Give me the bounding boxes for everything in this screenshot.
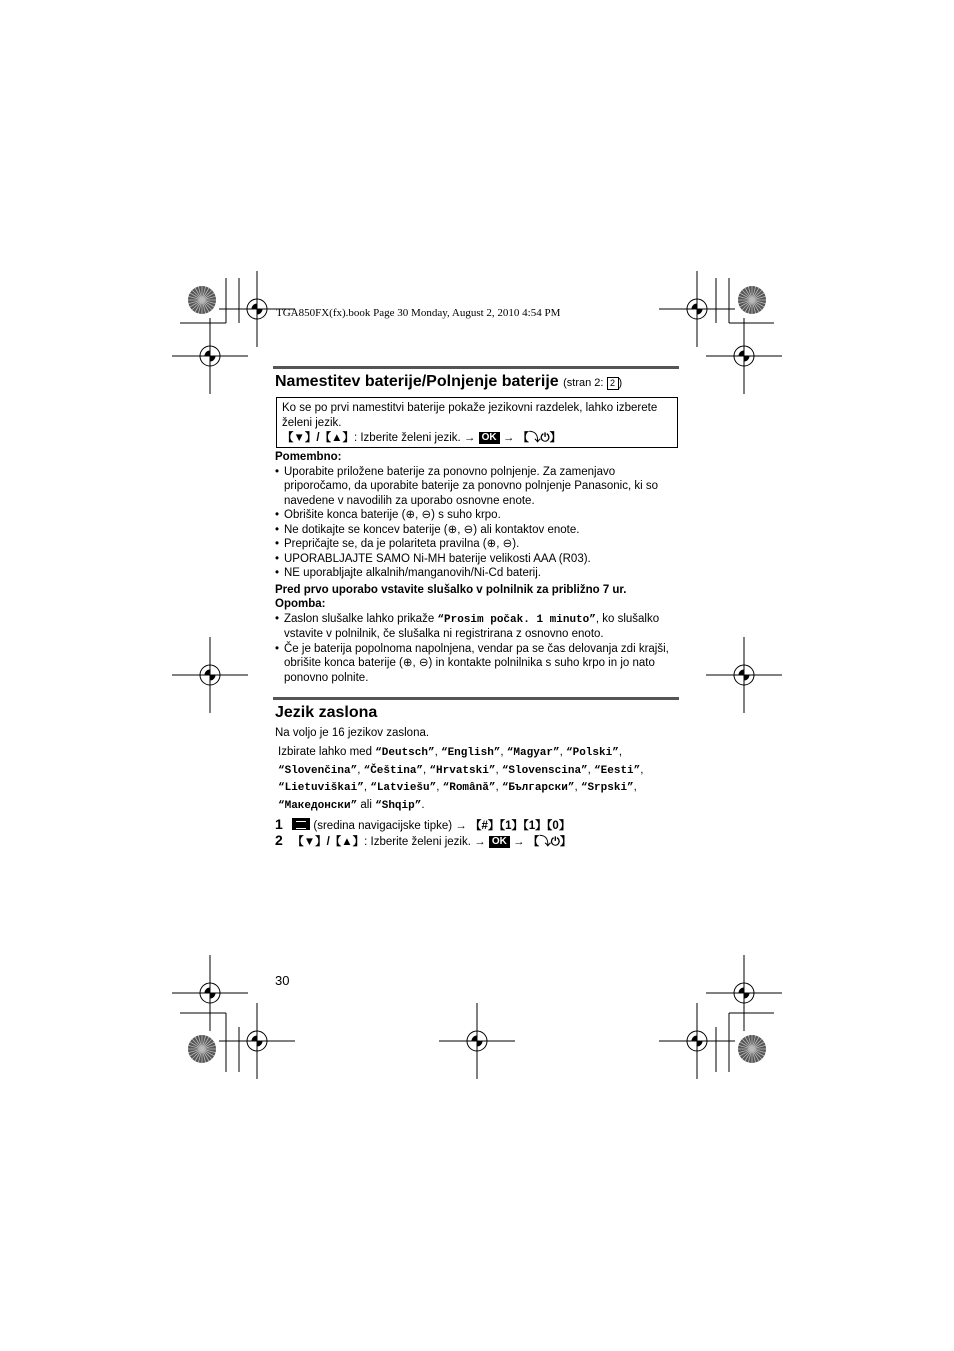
list-item: • UPORABLJAJTE SAMO Ni-MH baterije velikosti AAA (R03). bbox=[275, 552, 685, 567]
crosshair-mark bbox=[219, 1003, 295, 1079]
crosshair-mark bbox=[706, 318, 782, 394]
language-option: “Lietuviškai” bbox=[278, 782, 364, 794]
crosshair-mark bbox=[706, 955, 782, 1031]
language-option: “Srpski” bbox=[580, 782, 634, 794]
crosshair-mark bbox=[706, 637, 782, 713]
list-item: • Uporabite priložene baterije za ponovno polnjenje. Za zamenjavo priporočamo, da uporabite baterije za ponovno polnjenje Panasonic, ki so navedene v navodilih za uporabo osnovne enote. bbox=[275, 465, 685, 509]
charge-note: Pred prvo uporabo vstavite slušalko v polnilnik za približno 7 ur. bbox=[275, 583, 627, 596]
crosshair-mark bbox=[659, 271, 735, 347]
step-1: 1 (sredina navigacijske tipke) → 【#】【1】【1】【0】 bbox=[275, 816, 571, 832]
language-intro: Na voljo je 16 jezikov zaslona. bbox=[275, 727, 430, 739]
language-option: “Slovenscina” bbox=[501, 764, 588, 777]
off-key-icon: 【⤵⏻】 bbox=[527, 836, 572, 848]
ok-key-icon: OK bbox=[479, 432, 500, 444]
ok-key-icon: OK bbox=[489, 836, 510, 848]
step-2: 2 【▼】/【▲】: Izberite želeni jezik. → OK → 【⤵⏻】 bbox=[275, 832, 572, 848]
important-block: Pomembno: • Uporabite priložene baterije za ponovno polnjenje. Za zamenjavo priporočamo, da uporabite baterije za ponovno polnjenje Panasonic, ki so navedene v navodilih za uporabo osnovne enote. • Obrišite konca baterije (⊕, ⊖) s suho krpo. • Ne dotikajte se koncev baterije (⊕, ⊖) ali kontaktov enote. • Prepričajte se, da je polariteta pravilna (⊕, ⊖). • UPORABLJAJTE SAMO Ni-MH baterije velikosti AAA (R03). • NE uporabljajte alkalnih/manganovih/Ni-Cd baterij. Pred prvo uporabo vstavite slušalko v polnilnik za približno 7 ur. Opomba: • Zaslon slušalke lahko prikaže “Prosim počak. 1 minuto”, ko slušalko vstavite v polnilnik, če slušalka ni registrirana z osnovno enoto. • Če je baterija popolnoma napolnjena, vendar pa se čas delovanja zdi krajši, obrišite konca baterije (⊕, ⊖) in kontakte polnilnika s suho krpo in jo nato ponovno polnite. bbox=[275, 450, 685, 685]
language-list: Izbirate lahko med “Deutsch”, “English”, “Magyar”, “Polski”, “Slovenčina”, “Čeština”, “Hrvatski”, “Slovenscina”, “Eesti”, “Lietuviškai”, “Latviešu”, “Română”, “Български”, “Srpski”, “Македонски” ali “Shqip”. bbox=[278, 746, 644, 812]
language-option: “English” bbox=[440, 747, 501, 759]
language-option: “Čeština” bbox=[363, 764, 424, 777]
language-option: “Latviešu” bbox=[370, 782, 437, 794]
language-option: “Slovenčina” bbox=[278, 764, 358, 777]
list-item: • Ne dotikajte se koncev baterije (⊕, ⊖) ali kontaktov enote. bbox=[275, 523, 685, 538]
language-option: “Hrvatski” bbox=[429, 764, 496, 777]
menu-key-icon bbox=[292, 818, 310, 830]
list-item: • Zaslon slušalke lahko prikaže “Prosim počak. 1 minuto”, ko slušalko vstavite v polnilnik, če slušalka ni registrirana z osnovno enoto. bbox=[275, 612, 685, 642]
crosshair-mark bbox=[172, 955, 248, 1031]
language-option: “Magyar” bbox=[506, 747, 560, 759]
star-target-mark bbox=[188, 1035, 216, 1063]
page-number: 30 bbox=[275, 973, 290, 988]
language-option: “Shqip” bbox=[375, 799, 422, 812]
language-option: “Македонски” bbox=[278, 799, 358, 812]
crosshair-mark bbox=[172, 637, 248, 713]
section-rule-2 bbox=[273, 697, 679, 700]
language-option: “Eesti” bbox=[594, 764, 641, 777]
file-header-line: TGA850FX(fx).book Page 30 Monday, August 2, 2010 4:54 PM bbox=[276, 307, 561, 319]
section-rule-1 bbox=[273, 366, 679, 369]
language-info-box: Ko se po prvi namestitvi baterije pokaže jezikovni razdelek, lahko izberete želeni jezik. 【▼】/【▲】: Izberite želeni jezik. → OK → 【⤵⏻】 bbox=[276, 397, 678, 448]
page-ref-badge: 2 bbox=[607, 377, 619, 390]
list-item: • Obrišite konca baterije (⊕, ⊖) s suho krpo. bbox=[275, 508, 685, 523]
crosshair-mark bbox=[439, 1003, 515, 1079]
language-option: “Deutsch” bbox=[375, 747, 435, 759]
language-option: “Română” bbox=[442, 782, 496, 794]
crosshair-mark bbox=[172, 318, 248, 394]
list-item: • Če je baterija popolnoma napolnjena, vendar pa se čas delovanja zdi krajši, obrišite konca baterije (⊕, ⊖) in kontakte polnilnika s suho krpo in jo nato ponovno polnite. bbox=[275, 642, 685, 686]
language-option: “Български” bbox=[501, 782, 575, 794]
section-title-language: Jezik zaslona bbox=[275, 704, 378, 721]
language-option: “Polski” bbox=[566, 747, 619, 759]
list-item: • Prepričajte se, da je polariteta pravilna (⊕, ⊖). bbox=[275, 537, 685, 552]
star-target-mark bbox=[738, 286, 766, 314]
star-target-mark bbox=[188, 286, 216, 314]
crosshair-mark bbox=[659, 1003, 735, 1079]
off-key-icon: 【⤵⏻】 bbox=[517, 432, 562, 444]
section-title-battery: Namestitev baterije/Polnjenje baterije (stran 2: 2 ) bbox=[275, 373, 623, 390]
star-target-mark bbox=[738, 1035, 766, 1063]
list-item: • NE uporabljajte alkalnih/manganovih/Ni-Cd baterij. bbox=[275, 566, 685, 581]
